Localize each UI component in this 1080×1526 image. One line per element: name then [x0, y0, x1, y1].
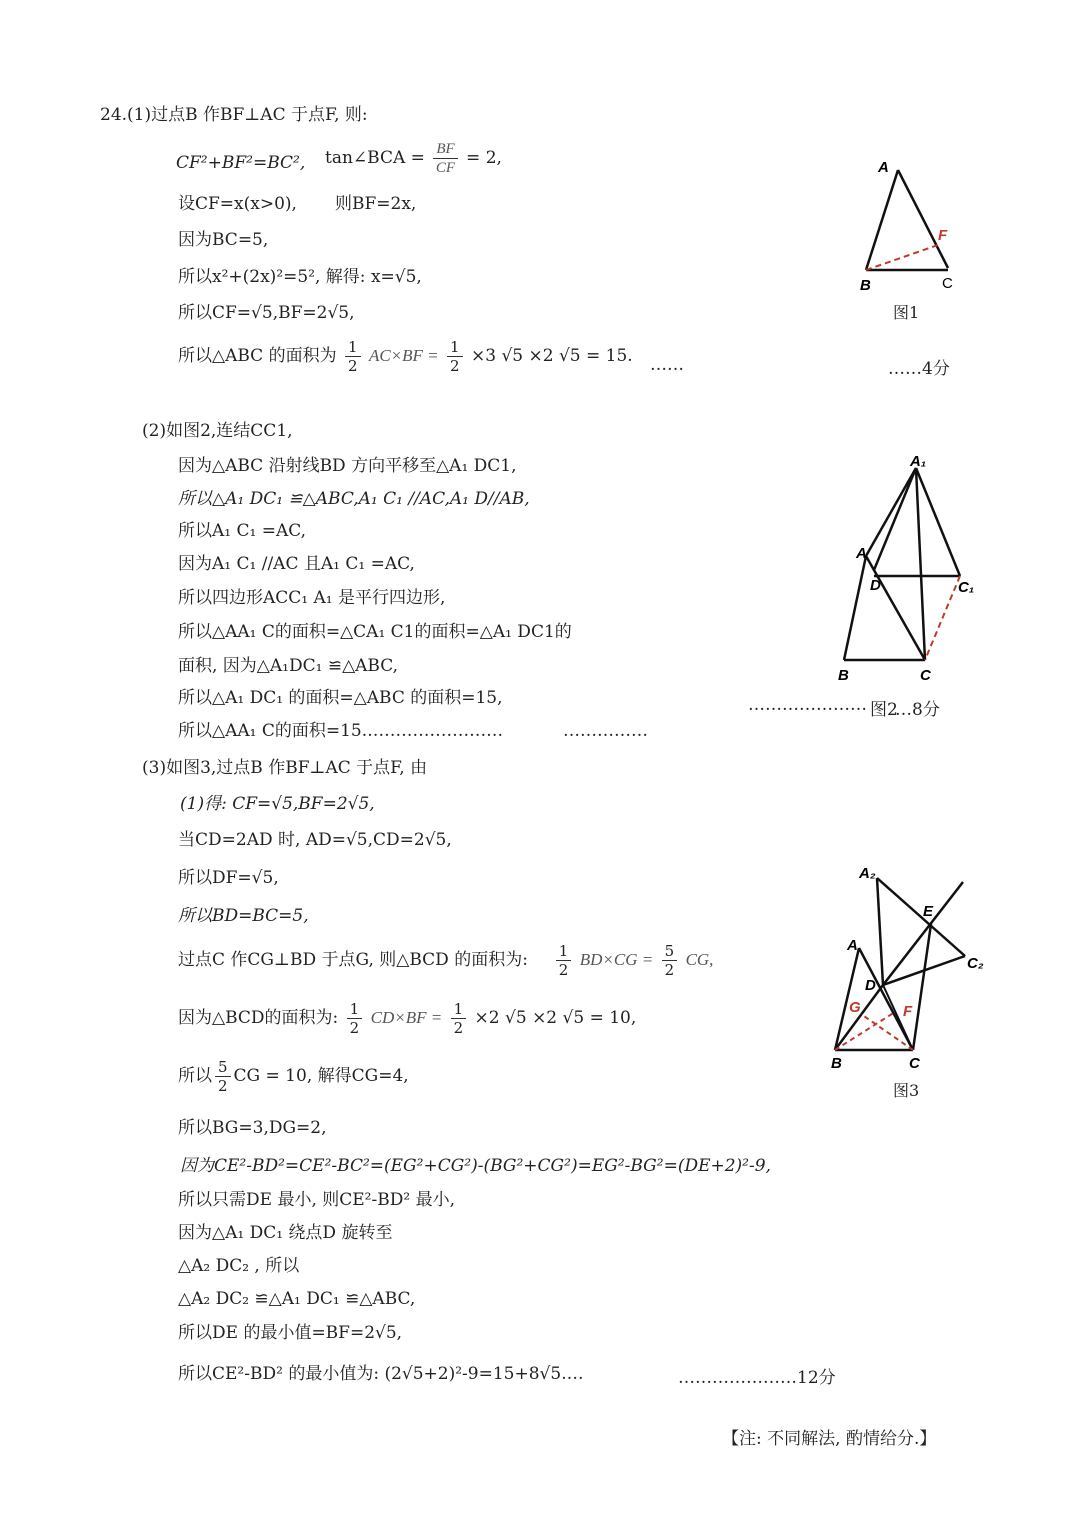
part3-line12: △A₂ DC₂ , 所以: [178, 1256, 300, 1276]
p3l7-prefix: 所以: [178, 1066, 212, 1086]
fig2-c-c1-dashed: [925, 576, 960, 660]
part2-score-dots: …………………: [748, 695, 867, 715]
part3-line1: (1)得: CF=√5,BF=2√5,: [180, 794, 375, 814]
fig2-a1-c1: [916, 468, 960, 576]
p3l6-f2-den: 2: [453, 1019, 464, 1037]
fig2-label-c: C: [920, 667, 931, 684]
p3l5-f2-den: 2: [664, 961, 675, 979]
part2-line8: 所以△A₁ DC₁ 的面积=△ABC 的面积=15,: [178, 688, 503, 708]
l6-frac2-den: 2: [450, 357, 460, 375]
figure-3: [825, 860, 995, 1075]
part2-line5: 所以四边形ACC₁ A₁ 是平行四边形,: [178, 588, 446, 608]
part3-line9: 因为CE²-BD²=CE²-BC²=(EG²+CG²)-(BG²+CG²)=EG²-BG²=(DE+2)²-9,: [180, 1156, 771, 1176]
p3l5-mid: BD×CG =: [579, 950, 654, 969]
p3l7-f-den: 2: [218, 1077, 228, 1095]
fig3-a2-d: [877, 878, 883, 985]
fig2-label-a: A: [856, 545, 867, 562]
part1-line3: 因为BC=5,: [178, 230, 269, 250]
p3l7-f-num: 5: [215, 1058, 231, 1077]
p3l6-mid: CD×BF =: [370, 1008, 443, 1027]
p3l6-suffix: ×2 √5 ×2 √5 = 10,: [474, 1008, 637, 1028]
fig3-caption: 图3: [893, 1081, 920, 1100]
fig3-label-a: A: [847, 937, 858, 954]
part3-line5: [178, 942, 713, 979]
fig3-label-e: E: [923, 903, 934, 920]
part2-line6: 所以△AA₁ C的面积=△CA₁ C1的面积=△A₁ DC1的: [178, 622, 572, 642]
fig1-label-b: B: [860, 277, 871, 294]
part1-line5: 所以CF=√5,BF=2√5,: [178, 303, 355, 323]
part3-header: (3)如图3,过点B 作BF⊥AC 于点F, 由: [142, 758, 428, 778]
fig3-label-g: G: [849, 999, 861, 1016]
p3l6-f2-num: 1: [451, 1000, 467, 1019]
part3-line2: 当CD=2AD 时, AD=√5,CD=2√5,: [178, 830, 452, 850]
part2-header: (2)如图2,连结CC1,: [142, 421, 293, 441]
fig3-label-a2: A₂: [859, 865, 876, 882]
p3l6-prefix: 因为△BCD的面积为:: [178, 1008, 339, 1028]
part2-line9: 所以△AA₁ C的面积=15.……………………: [178, 721, 504, 741]
eq1b-prefix: tan∠BCA =: [325, 148, 425, 168]
part3-line10: 所以只需DE 最小, 则CE²-BD² 最小,: [178, 1190, 455, 1210]
part1-line2b: 则BF=2x,: [335, 194, 417, 214]
figure-1: [850, 150, 970, 300]
l6-mid: AC×BF =: [368, 346, 439, 365]
part3-line4: 所以BD=BC=5,: [178, 906, 309, 926]
part2-line2: 所以△A₁ DC₁ ≌△ABC,A₁ C₁ //AC,A₁ D//AB,: [178, 489, 530, 509]
part1-line2a: 设CF=x(x>0),: [178, 194, 297, 214]
p3l6-f1-num: 1: [347, 1000, 363, 1019]
fig3-label-f: F: [903, 1003, 913, 1020]
fig2-a-c: [866, 556, 925, 660]
fig2-a1-c: [916, 468, 925, 660]
part3-score: …………………12分: [678, 1368, 836, 1388]
part2-line9-dots: ……………: [563, 721, 648, 741]
l6-prefix: 所以△ABC 的面积为: [178, 346, 337, 366]
fig1-edge-ac: [898, 170, 948, 268]
p3l5-f1-num: 1: [556, 942, 572, 961]
part3-line7: [178, 1058, 409, 1095]
part1-header: 24.(1)过点B 作BF⊥AC 于点F, 则:: [100, 105, 368, 125]
fig3-label-c: C: [909, 1055, 920, 1072]
part1-line6: [178, 338, 633, 375]
part1-score: ……4分: [888, 359, 950, 379]
fig2-label-c1: C₁: [958, 579, 975, 596]
p3l6-f1-den: 2: [349, 1019, 360, 1037]
fig1-label-a: A: [878, 159, 889, 176]
fig1-bf-dashed: [866, 245, 938, 270]
footer-note: 【注: 不同解法, 酌情给分.】: [722, 1429, 937, 1449]
fig2-label-b: B: [838, 667, 849, 684]
fig2-a-b: [844, 556, 866, 660]
part3-line13: △A₂ DC₂ ≌△A₁ DC₁ ≌△ABC,: [178, 1289, 416, 1309]
p3l5-prefix: 过点C 作CG⊥BD 于点G, 则△BCD 的面积为:: [178, 950, 528, 970]
part2-line1: 因为△ABC 沿射线BD 方向平移至△A₁ DC1,: [178, 456, 517, 476]
part3-line6: [178, 1000, 636, 1037]
p3l5-suffix: CG,: [685, 950, 714, 969]
fig3-label-d: D: [865, 977, 876, 994]
fig2-a1-a: [866, 468, 916, 556]
fig2-label-d: D: [870, 577, 881, 594]
fig3-label-b: B: [831, 1055, 842, 1072]
eq1b-den: CF: [435, 160, 456, 176]
fig1-caption: 图1: [893, 303, 920, 322]
part1-line4: 所以x²+(2x)²=5², 解得: x=√5,: [178, 267, 422, 287]
fig3-label-c2: C₂: [967, 955, 984, 972]
l6-suffix: ×3 √5 ×2 √5 = 15.: [470, 346, 633, 366]
fig2-a1-d: [874, 468, 916, 570]
part1-eq1b: [325, 140, 502, 177]
part3-line3: 所以DF=√5,: [178, 868, 279, 888]
fig1-label-f: F: [938, 227, 948, 244]
part2-score: …8分: [895, 700, 940, 720]
fig1-label-c: C: [942, 275, 953, 292]
fig3-a2-c2: [877, 878, 965, 956]
p3l7-suffix: CG = 10, 解得CG=4,: [233, 1066, 409, 1086]
p3l5-f1-den: 2: [558, 961, 569, 979]
part1-line6-dots: ……: [650, 355, 684, 375]
fig1-edge-ab: [866, 170, 898, 270]
l6-frac-num: 1: [345, 338, 361, 357]
part2-line4: 因为A₁ C₁ //AC 且A₁ C₁ =AC,: [178, 554, 415, 574]
l6-frac2-num: 1: [447, 338, 463, 357]
p3l5-f2-num: 5: [662, 942, 678, 961]
eq1b-suffix: = 2,: [466, 148, 502, 168]
part3-line14: 所以DE 的最小值=BF=2√5,: [178, 1323, 403, 1343]
eq1b-num: BF: [433, 140, 457, 159]
l6-frac-den: 2: [347, 357, 358, 375]
fig2-caption: 图2: [870, 700, 898, 720]
part3-line11: 因为△A₁ DC₁ 绕点D 旋转至: [178, 1223, 393, 1243]
part2-line3: 所以A₁ C₁ =AC,: [178, 521, 307, 541]
part3-line8: 所以BG=3,DG=2,: [178, 1118, 327, 1138]
part2-line7: 面积, 因为△A₁DC₁ ≌△ABC,: [178, 656, 399, 676]
fig2-label-a1: A₁: [910, 453, 927, 470]
part1-eq1: CF²+BF²=BC²,: [176, 153, 306, 173]
figure-2: [830, 450, 990, 690]
part3-line15: 所以CE²-BD² 的最小值为: (2√5+2)²-9=15+8√5.…: [178, 1364, 584, 1384]
